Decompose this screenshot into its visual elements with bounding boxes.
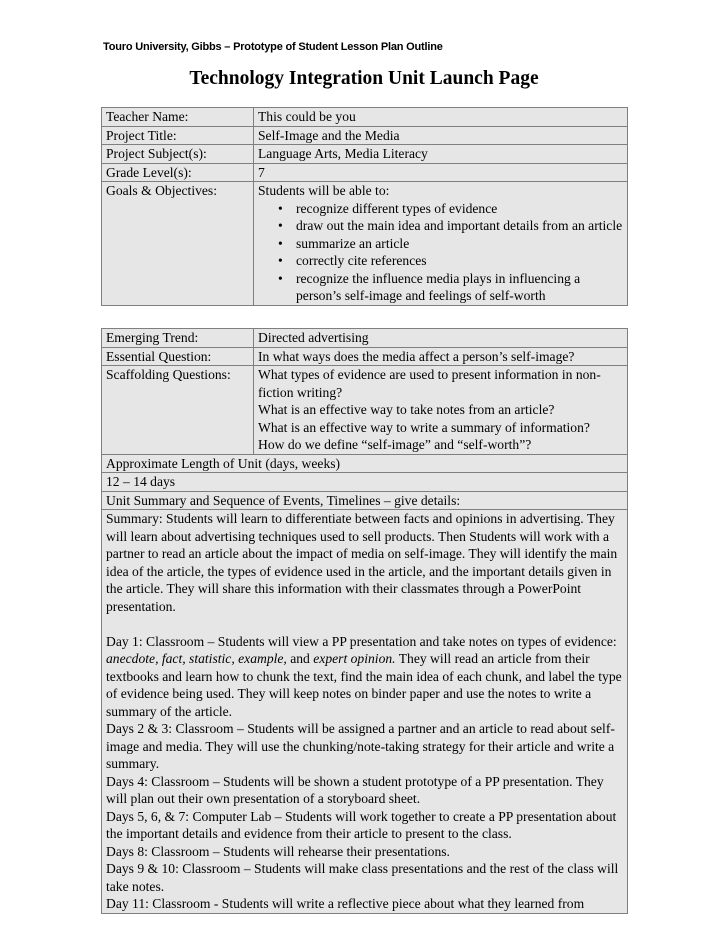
- document-header: Touro University, Gibbs – Prototype of Student Lesson Plan Outline: [103, 41, 443, 53]
- scaffolding-label: Scaffolding Questions:: [102, 366, 254, 455]
- unit-summary-body: [102, 510, 628, 914]
- essential-question-value: In what ways does the media affect a person’s self-image?: [254, 347, 628, 366]
- project-subject-label: Project Subject(s):: [102, 145, 254, 164]
- unit-summary-label: Unit Summary and Sequence of Events, Timelines – give details:: [102, 491, 628, 510]
- day-entry: Days 4: Classroom – Students will be shown a student prototype of a PP presentation. They will plan out their own presentation of a storyboard sheet.: [106, 773, 604, 806]
- teacher-name-label: Teacher Name:: [102, 108, 254, 127]
- project-title-value: Self-Image and the Media: [254, 126, 628, 145]
- grade-level-value: 7: [254, 163, 628, 182]
- scaffolding-value: [254, 366, 628, 455]
- and-text: and: [286, 651, 314, 666]
- scaffolding-question: What is an effective way to take notes from an article?: [258, 402, 555, 417]
- table-row: [102, 347, 628, 366]
- project-subject-value: Language Arts, Media Literacy: [254, 145, 628, 164]
- table-row: [102, 473, 628, 492]
- table-row: [102, 182, 628, 306]
- summary-paragraph: Summary: Students will learn to differentiate between facts and opinions in advertising. They will learn about advertising techniques used to sell products. Then Students will work with a partner to read an article about the impact of media on self-image. They will identify the main idea of the article, the types of evidence used in the article, and the important details given in the article. They will share this information with their classmates through a PowerPoint presentation.: [106, 511, 618, 614]
- day-1-entry: [106, 633, 623, 721]
- unit-length-label: Approximate Length of Unit (days, weeks): [102, 454, 628, 473]
- table-row: [102, 145, 628, 164]
- table-row: [102, 108, 628, 127]
- page-title: Technology Integration Unit Launch Page: [189, 68, 539, 89]
- table-row: [102, 491, 628, 510]
- day-entry: Day 11: Classroom - Students will write a reflective piece about what they learned from: [106, 896, 585, 911]
- emerging-trend-label: Emerging Trend:: [102, 329, 254, 348]
- goals-label: Goals & Objectives:: [102, 182, 254, 306]
- evidence-terms: anecdote, fact, statistic, example,: [106, 651, 287, 666]
- expert-opinion-term: expert opinion.: [313, 651, 396, 666]
- table-row: [102, 454, 628, 473]
- unit-details-table: [101, 328, 628, 914]
- day-entry: Days 5, 6, & 7: Computer Lab – Students will work together to create a PP presentation about the important details and evidence from their article to present to the class.: [106, 808, 617, 841]
- project-title-label: Project Title:: [102, 126, 254, 145]
- table-row: [102, 366, 628, 455]
- unit-length-value: 12 – 14 days: [102, 473, 628, 492]
- day-1-text: Day 1: Classroom – Students will view a PP presentation and take notes on types of evidence:: [106, 633, 617, 649]
- goals-intro: Students will be able to:: [258, 183, 390, 198]
- table-row: [102, 329, 628, 348]
- list-item: • draw out the main idea and important details from an article: [296, 217, 623, 235]
- scaffolding-question: What types of evidence are used to present information in non-fiction writing?: [258, 367, 601, 400]
- list-item: • recognize the influence media plays in influencing a person’s self-image and feelings of self-worth: [296, 270, 623, 305]
- scaffolding-question: How do we define “self-image” and “self-worth”?: [258, 437, 532, 452]
- list-item: • summarize an article: [296, 235, 623, 253]
- day-1-text-continued: They will read an article from their textbooks and learn how to chunk the text, find the main idea of each chunk, and label the type of evidence being used. They will keep notes on binder paper and use the notes to write a summary of the article.: [106, 651, 622, 719]
- grade-level-label: Grade Level(s):: [102, 163, 254, 182]
- emerging-trend-value: Directed advertising: [254, 329, 628, 348]
- list-item: • recognize different types of evidence: [296, 200, 623, 218]
- goals-list: [258, 200, 623, 305]
- essential-question-label: Essential Question:: [102, 347, 254, 366]
- table-row: [102, 126, 628, 145]
- day-entry: Days 8: Classroom – Students will rehearse their presentations.: [106, 843, 450, 859]
- teacher-name-value: This could be you: [254, 108, 628, 127]
- scaffolding-question: What is an effective way to write a summary of information?: [258, 419, 590, 435]
- table-row: [102, 163, 628, 182]
- list-item: • correctly cite references: [296, 252, 623, 270]
- project-info-table: [101, 107, 628, 306]
- goals-value: [254, 182, 628, 306]
- table-row: [102, 510, 628, 914]
- day-entry: Days 9 & 10: Classroom – Students will make class presentations and the rest of the class will take notes.: [106, 861, 619, 894]
- day-entry: Days 2 & 3: Classroom – Students will be assigned a partner and an article to read about self-image and media. They will use the chunking/note-taking strategy for their article and write a summary.: [106, 721, 615, 771]
